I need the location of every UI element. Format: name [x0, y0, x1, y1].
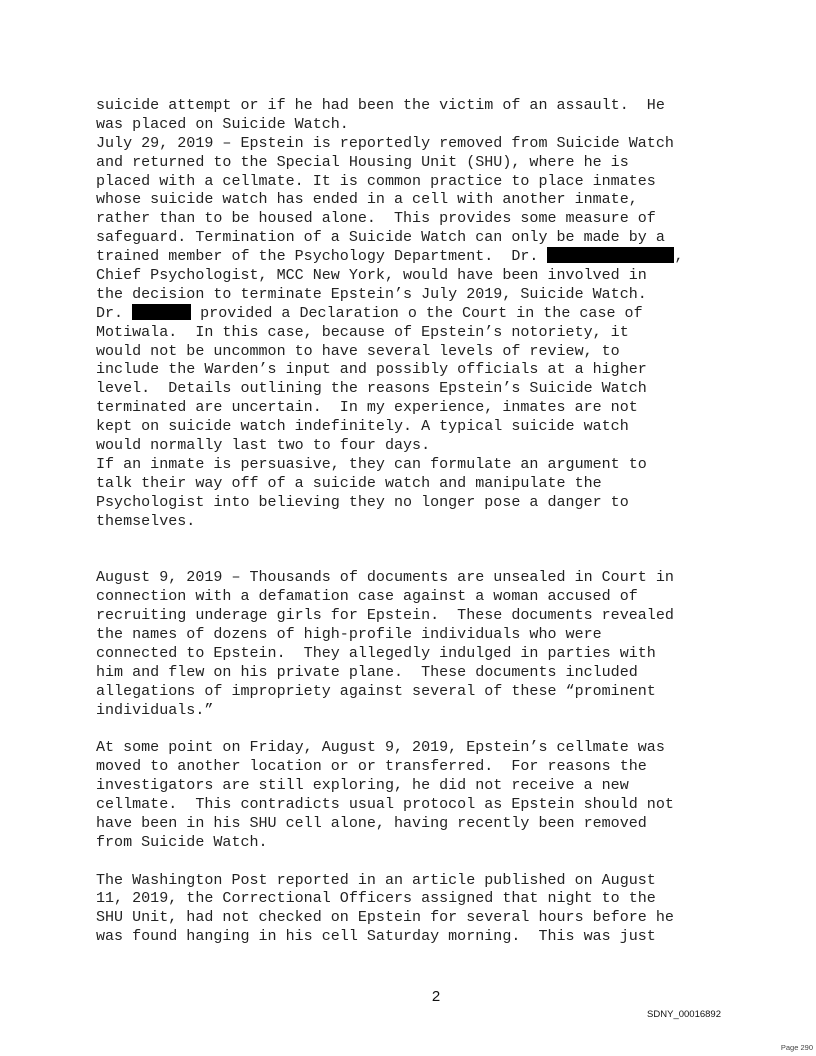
text-line: have been in his SHU cell alone, having recently been removed	[96, 813, 647, 832]
text-segment: trained member of the Psychology Department. Dr.	[96, 247, 548, 266]
text-line: talk their way off of a suicide watch and manipulate the	[96, 473, 602, 492]
text-segment: provided a Declaration o the Court in the case of	[191, 303, 643, 322]
text-line: terminated are uncertain. In my experience, inmates are not	[96, 398, 638, 417]
text-line-with-redaction	[96, 247, 736, 266]
blank-line	[96, 549, 736, 568]
text-line: and returned to the Special Housing Unit (SHU), where he is	[96, 152, 629, 171]
text-line: was placed on Suicide Watch.	[96, 114, 349, 133]
text-line: level. Details outlining the reasons Epstein’s Suicide Watch	[96, 379, 647, 398]
text-line: connected to Epstein. They allegedly indulged in parties with	[96, 643, 656, 662]
text-segment: Dr.	[96, 303, 133, 322]
text-line: connection with a defamation case against a woman accused of	[96, 587, 638, 606]
text-line: kept on suicide watch indefinitely. A typical suicide watch	[96, 417, 629, 436]
text-line: him and flew on his private plane. These documents included	[96, 662, 638, 681]
text-line: SHU Unit, had not checked on Epstein for several hours before he	[96, 908, 674, 927]
redaction-box	[132, 304, 191, 320]
blank-line	[96, 852, 736, 871]
text-line: July 29, 2019 – Epstein is reportedly removed from Suicide Watch	[96, 133, 674, 152]
text-line: was found hanging in his cell Saturday morning. This was just	[96, 927, 656, 946]
blank-line	[96, 530, 736, 549]
text-line: safeguard. Termination of a Suicide Watch can only be made by a	[96, 228, 665, 247]
text-line: include the Warden’s input and possibly officials at a higher	[96, 360, 647, 379]
bates-number: SDNY_00016892	[647, 1009, 721, 1020]
document-body	[96, 96, 736, 946]
text-line-with-redaction	[96, 304, 736, 323]
text-line: would not be uncommon to have several levels of review, to	[96, 341, 620, 360]
text-line: The Washington Post reported in an article published on August	[96, 870, 656, 889]
paragraph-suicide-watch	[96, 96, 736, 530]
text-line: August 9, 2019 – Thousands of documents are unsealed in Court in	[96, 568, 674, 587]
text-line: cellmate. This contradicts usual protocol as Epstein should not	[96, 794, 674, 813]
text-line: the decision to terminate Epstein’s July 2019, Suicide Watch.	[96, 284, 647, 303]
redaction-box	[547, 247, 674, 263]
text-line: If an inmate is persuasive, they can formulate an argument to	[96, 454, 647, 473]
text-line: the names of dozens of high-profile individuals who were	[96, 624, 602, 643]
page-number: 2	[431, 988, 441, 1005]
text-line: from Suicide Watch.	[96, 832, 268, 851]
text-line: would normally last two to four days.	[96, 436, 431, 455]
text-line: recruiting underage girls for Epstein. These documents revealed	[96, 606, 674, 625]
paragraph-cellmate-moved	[96, 738, 736, 851]
blank-line	[96, 719, 736, 738]
text-line: investigators are still exploring, he did not receive a new	[96, 776, 629, 795]
text-line: themselves.	[96, 511, 196, 530]
text-line: Motiwala. In this case, because of Epstein’s notoriety, it	[96, 322, 629, 341]
text-line: rather than to be housed alone. This provides some measure of	[96, 209, 656, 228]
text-line: Psychologist into believing they no longer pose a danger to	[96, 492, 629, 511]
pdf-page-label: Page 290	[780, 1043, 813, 1052]
text-line: At some point on Friday, August 9, 2019, Epstein’s cellmate was	[96, 738, 665, 757]
text-line: whose suicide watch has ended in a cell with another inmate,	[96, 190, 638, 209]
text-line: placed with a cellmate. It is common practice to place inmates	[96, 171, 656, 190]
paragraph-documents-unsealed	[96, 568, 736, 719]
text-line: suicide attempt or if he had been the victim of an assault. He	[96, 96, 665, 114]
text-line: moved to another location or or transferred. For reasons the	[96, 757, 647, 776]
text-line: Chief Psychologist, MCC New York, would have been involved in	[96, 266, 647, 285]
text-line: 11, 2019, the Correctional Officers assigned that night to the	[96, 889, 656, 908]
text-line: allegations of impropriety against several of these “prominent	[96, 681, 656, 700]
text-line: individuals.”	[96, 700, 214, 719]
text-segment: ,	[674, 247, 684, 266]
paragraph-washington-post	[96, 871, 736, 947]
